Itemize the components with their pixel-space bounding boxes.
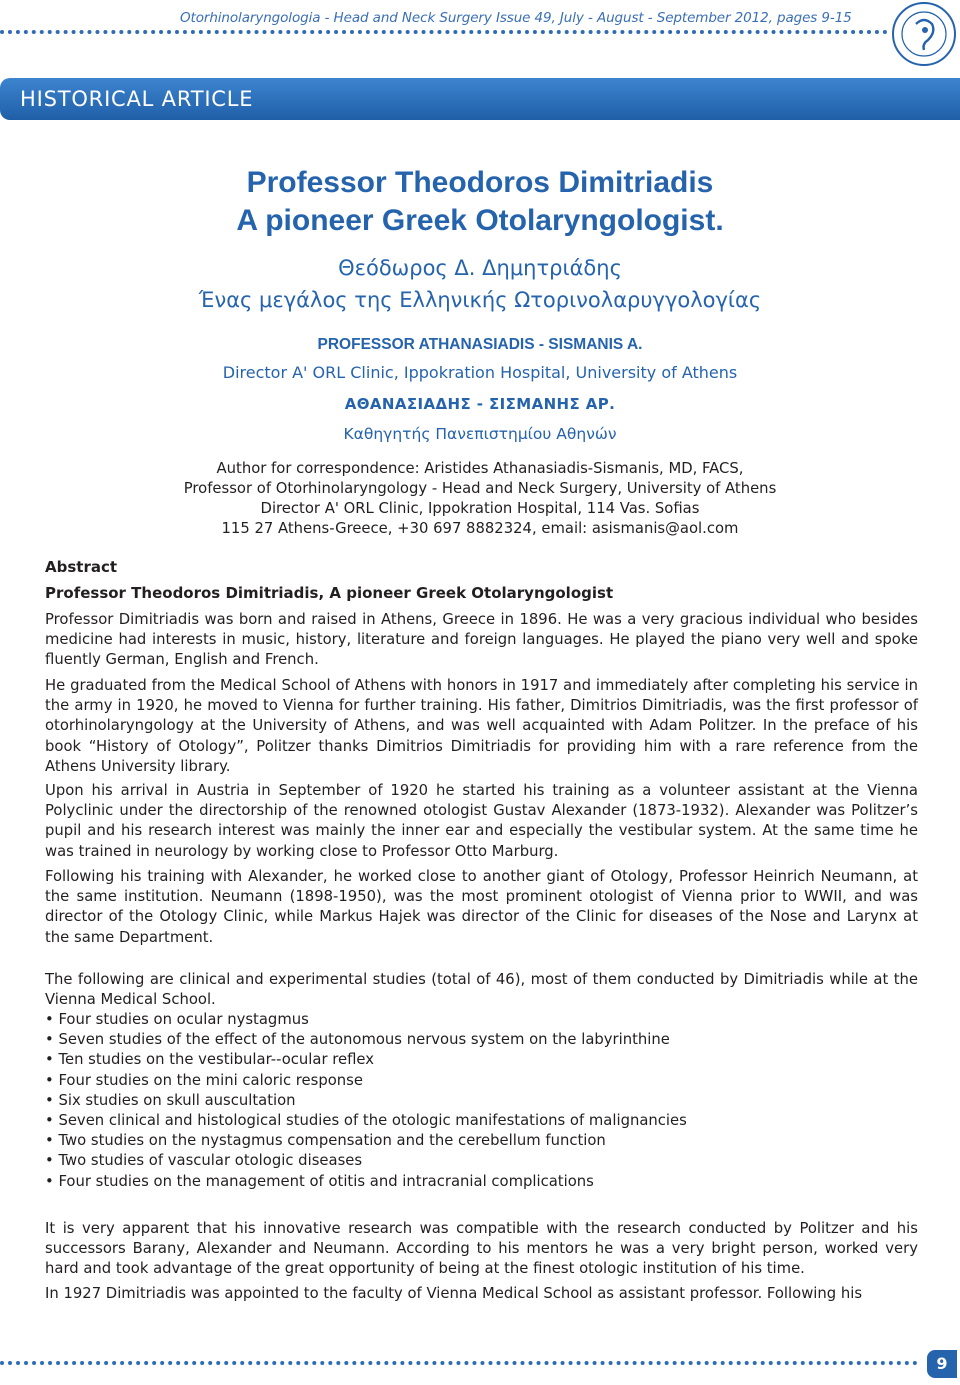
list-item: • Ten studies on the vestibular--ocular reflex: [45, 1050, 687, 1070]
running-head: Otorhinolaryngologia - Head and Neck Surgery Issue 49, July - August - September 2012, pages 9-15: [180, 10, 852, 26]
article-title-line2: A pioneer Greek Otolaryngologist.: [236, 204, 724, 237]
society-seal-logo: [891, 0, 957, 68]
list-item: • Seven clinical and histological studies of the otologic manifestations of malignancies: [45, 1111, 687, 1131]
paragraph: The following are clinical and experimental studies (total of 46), most of them conducted by Dimitriadis while at the Vienna Medical School.: [45, 971, 918, 1009]
studies-list: [45, 1010, 687, 1192]
paragraph: In 1927 Dimitriadis was appointed to the faculty of Vienna Medical School as assistant professor. Following his: [45, 1285, 863, 1302]
list-item: • Seven studies of the effect of the autonomous nervous system on the labyrinthine: [45, 1030, 687, 1050]
paragraph: Following his training with Alexander, he worked close to another giant of Otology, Professor Heinrich Neumann, at the same institution. Neumann (1898-1950), was the most prominent otologist of Vienna prior to WWII, and was director of the Otology Clinic, while Markus Hajek was director of the Clinic for diseases of the Nose and Larynx at the same Department.: [45, 868, 918, 946]
abstract-heading: Abstract: [45, 558, 118, 576]
abstract-title: Professor Theodoros Dimitriadis, A pioneer Greek Otolaryngologist: [45, 584, 614, 602]
footer-dotted-rule: [0, 1361, 918, 1365]
author-name-gr: ΑΘΑΝΑΣΙΑΔΗΣ - ΣΙΣΜΑΝΗΣ ΑΡ.: [344, 395, 616, 413]
section-label: HISTORICAL ARTICLE: [20, 87, 254, 111]
section-banner: [0, 78, 960, 120]
paragraph: He graduated from the Medical School of Athens with honors in 1917 and immediately after completing his service in the army in 1920, he moved to Vienna for further training. His father, Dimitrios Dimitriadis, was the first professor of otorhinolaryngology at the University of Athens, and was well acquainted with Adam Politzer. In the preface of his book “History of Otology”, Politzer thanks Dimitrios Dimitriadis for providing him with a rare reference from the Athens University library.: [45, 677, 918, 775]
list-item: • Six studies on skull auscultation: [45, 1091, 687, 1111]
page-number: 9: [927, 1350, 957, 1378]
correspondence-line: 115 27 Athens-Greece, +30 697 8882324, email: asismanis@aol.com: [221, 520, 739, 537]
header-dotted-rule: [0, 30, 888, 34]
list-item: • Four studies on the management of otitis and intracranial complications: [45, 1172, 687, 1192]
paragraph: Upon his arrival in Austria in September of 1920 he started his training as a volunteer assistant at the Vienna Polyclinic under the directorship of the renowned otologist Gustav Alexander (1873-1932). Alexander was Politzer’s pupil and his research interest was mainly the inner ear and especially the vestibular system. At the same time he was trained in neurology by working close to Professor Otto Marburg.: [45, 782, 918, 860]
list-item: • Four studies on ocular nystagmus: [45, 1010, 687, 1030]
correspondence-line: Professor of Otorhinolaryngology - Head and Neck Surgery, University of Athens: [183, 480, 777, 497]
paragraph: Professor Dimitriadis was born and raised in Athens, Greece in 1896. He was a very gracious individual who besides medicine had interests in music, history, literature and foreign languages. He played the piano very well and spoke fluently German, English and French.: [45, 611, 918, 669]
correspondence-line: Author for correspondence: Aristides Athanasiadis-Sismanis, MD, FACS,: [216, 460, 744, 477]
greek-title-line2: Ένας μεγάλος της Ελληνικής Ωτορινολαρυγγολογίας: [198, 288, 762, 312]
list-item: • Two studies on the nystagmus compensation and the cerebellum function: [45, 1131, 687, 1151]
correspondence-block: [0, 459, 960, 539]
author-affiliation-gr: Καθηγητής Πανεπιστημίου Αθηνών: [343, 425, 617, 443]
greek-title-line1: Θεόδωρος Δ. Δημητριάδης: [338, 256, 622, 280]
correspondence-line: Director A' ORL Clinic, Ippokration Hospital, 114 Vas. Sofias: [260, 500, 700, 517]
paragraph: It is very apparent that his innovative research was compatible with the research conducted by Politzer and his successors Barany, Alexander and Neumann. According to his mentors he was a very bright person, worked very hard and took advantage of the great opportunity of being at the finest otologic institution of his time.: [45, 1220, 918, 1278]
list-item: • Two studies of vascular otologic diseases: [45, 1151, 687, 1171]
author-affiliation-en: Director A' ORL Clinic, Ippokration Hospital, University of Athens: [222, 363, 738, 382]
list-item: • Four studies on the mini caloric response: [45, 1071, 687, 1091]
author-name-en: PROFESSOR ATHANASIADIS - SISMANIS A.: [317, 336, 643, 353]
article-title-line1: Professor Theodoros Dimitriadis: [246, 166, 714, 199]
